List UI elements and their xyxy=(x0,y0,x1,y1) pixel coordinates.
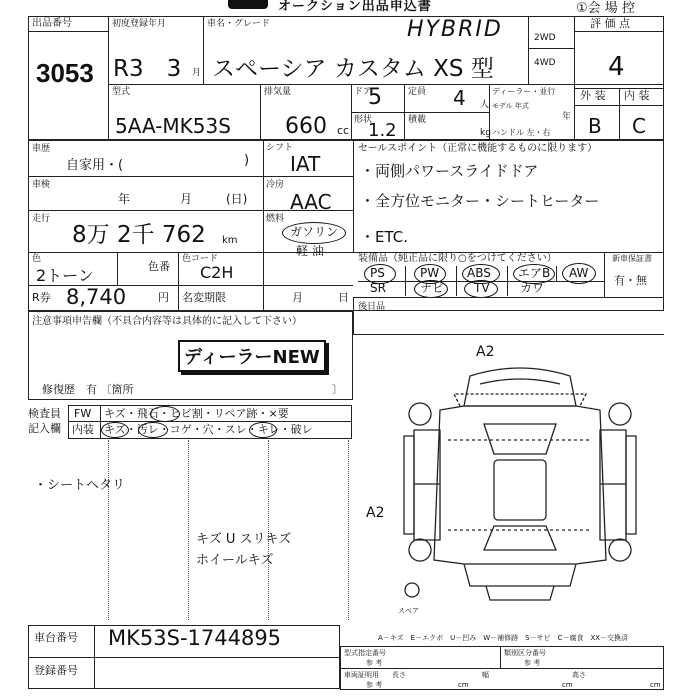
height-unit: cm xyxy=(650,681,661,689)
width-label: 幅 xyxy=(482,671,489,679)
equip-sr: SR xyxy=(370,281,386,295)
model-spec-ref: 参 考 xyxy=(366,659,383,667)
width-unit: cm xyxy=(562,681,573,689)
equipment-label: 装備品（純正品に限り○をつけてください） xyxy=(358,253,557,264)
equip-airbag-circle xyxy=(513,264,555,284)
equip-tv-circle xyxy=(464,280,498,298)
class-ref: 参 考 xyxy=(524,659,541,667)
name-change-label: 名変期限 xyxy=(182,291,226,304)
ac-label: 冷房 xyxy=(266,180,285,190)
load-label: 積載 xyxy=(408,115,427,125)
inspector-note-1: ・シートヘタリ xyxy=(34,478,126,493)
damage-legend: A－キズ E－エクボ U－凹み W－補修跡 S－サビ C－腐食 XX－交換済 xyxy=(378,634,629,642)
score-label: 評 価 点 xyxy=(590,17,630,30)
warranty-label: 新車保証書 xyxy=(612,254,652,263)
load-unit: kg xyxy=(480,128,491,138)
spare-label: スペア xyxy=(398,607,419,615)
first-reg-value: R3 3 xyxy=(113,56,182,82)
inspector-label-2: 記入欄 xyxy=(28,422,61,435)
equip-navi-circle xyxy=(414,280,448,298)
class-label: 類別区分番号 xyxy=(504,649,546,657)
model-value: 5AA-MK53S xyxy=(115,114,231,138)
inspection-month: 月 xyxy=(180,192,193,206)
exterior-value: B xyxy=(588,114,602,138)
shape-value: 1.2 xyxy=(368,120,397,141)
dealer-label: ディーラー・並行 xyxy=(492,87,556,96)
model-year-label: モデル 年式 xyxy=(492,102,529,110)
score-value: 4 xyxy=(608,52,625,82)
car-name-label: 車名・グレード xyxy=(207,19,271,29)
repair-label: 修復歴 有 〔箇所 xyxy=(42,383,134,396)
equip-ps: PS xyxy=(370,266,385,280)
lot-number: 3053 xyxy=(36,58,94,88)
fw-label: FW xyxy=(74,407,92,420)
equip-navi: ナビ xyxy=(420,281,445,295)
drive-4wd: 4WD xyxy=(534,58,556,68)
usage-close: ) xyxy=(244,153,250,168)
sales-point-2: ・全方位モニター・シートヒーター xyxy=(360,192,600,210)
inspection-day: (日) xyxy=(226,192,248,206)
equip-tv: TV xyxy=(474,281,490,295)
recycle-label: R券 xyxy=(32,291,51,304)
length-unit: cm xyxy=(458,681,469,689)
first-reg-label: 初度登録年月 xyxy=(112,19,167,29)
displacement-label: 排気量 xyxy=(264,87,292,97)
equip-aw: AW xyxy=(569,266,589,280)
color-code-value: C2H xyxy=(200,263,234,282)
handle-label: ハンドル 左・右 xyxy=(492,128,551,137)
chassis-value: MK53S-1744895 xyxy=(108,626,282,650)
equip-leather: カワ xyxy=(520,281,545,295)
reg-label: 登録番号 xyxy=(34,664,78,677)
sales-point-3: ・ETC. xyxy=(360,228,409,246)
inspection-year: 年 xyxy=(118,192,131,206)
color-value: 2トーン xyxy=(36,266,94,285)
interior-label: 内 装 xyxy=(624,89,650,102)
interior-items-label: 内装 xyxy=(72,423,94,436)
cert-label: 車両証明用 xyxy=(344,671,379,679)
inspector-note-2: キズ U スリキズ xyxy=(196,532,292,547)
chassis-label: 車台番号 xyxy=(34,631,78,644)
later-docs-label: 後日品 xyxy=(358,302,386,312)
fuel-label: 燃料 xyxy=(266,214,285,224)
capacity-unit: 人 xyxy=(480,100,490,110)
car-name-value: スペーシア カスタム XS 型 xyxy=(212,56,494,82)
doors-label: ドア xyxy=(354,87,372,97)
mileage-label: 走行 xyxy=(32,214,51,224)
inspector-note-3: ホイールキズ xyxy=(196,553,274,568)
drive-2wd: 2WD xyxy=(534,33,556,43)
lot-label: 出品番号 xyxy=(32,18,72,29)
notes-title: 注意事項申告欄（不具合内容等は具体的に記入して下さい） xyxy=(32,316,302,327)
shift-label: シフト xyxy=(266,143,294,153)
color-label: 色 xyxy=(32,254,42,264)
cert-ref: 参 考 xyxy=(366,681,383,689)
repair-close: 〕 xyxy=(332,383,343,396)
mileage-unit: km xyxy=(222,235,238,246)
fuel-gas: ガソリン xyxy=(290,225,339,239)
shape-label: 形状 xyxy=(354,115,373,125)
shift-value: IAT xyxy=(290,152,321,176)
equip-airbag: エアB xyxy=(518,266,551,280)
sales-point-1: ・両側パワースライドドア xyxy=(360,162,539,180)
inspector-label-1: 検査員 xyxy=(28,407,61,420)
fw-items: キズ・飛石・ヒビ割・リペア跡・×要 xyxy=(104,407,289,420)
color-no-label: 色番 xyxy=(148,260,170,273)
capacity-value: 4 xyxy=(453,86,466,110)
equip-ps-circle xyxy=(364,264,396,284)
color-code-label: 色コード xyxy=(182,254,219,264)
length-label: 長さ xyxy=(392,671,406,679)
interior-value: C xyxy=(632,114,646,138)
venue-label: ①会 場 控 xyxy=(576,1,635,16)
int-stain-circle xyxy=(138,422,168,438)
car-diagram xyxy=(400,350,640,610)
header-logo xyxy=(228,0,268,9)
dealer-new-stamp: ディーラーNEW xyxy=(178,340,326,372)
name-change-day: 日 xyxy=(338,291,349,304)
usage-value: 自家用・( xyxy=(66,158,124,173)
equip-pw: PW xyxy=(420,266,440,280)
doors-value: 5 xyxy=(368,85,382,110)
displacement-value: 660 xyxy=(285,114,327,139)
fw-stone-circle xyxy=(150,406,180,422)
recycle-value: 8,740 xyxy=(66,285,127,309)
recycle-unit: 円 xyxy=(158,291,169,304)
int-scratch-circle xyxy=(101,422,129,438)
first-reg-month-unit: 月 xyxy=(192,68,202,78)
displacement-unit: cc xyxy=(337,124,350,137)
model-year-unit: 年 xyxy=(562,112,572,122)
int-wear-circle xyxy=(249,422,277,438)
equip-aw-circle xyxy=(562,263,596,284)
diagram-mark-side: A2 xyxy=(366,505,385,521)
warranty-value: 有・無 xyxy=(614,274,647,287)
usage-label: 車歴 xyxy=(32,144,51,154)
exterior-label: 外 装 xyxy=(580,89,606,102)
model-spec-label: 型式指定番号 xyxy=(344,649,386,657)
sales-label: セールスポイント（正常に機能するものに限ります） xyxy=(358,143,598,154)
ac-value: AAC xyxy=(290,190,332,214)
inspection-label: 車検 xyxy=(32,180,51,190)
model-label: 型式 xyxy=(112,87,131,97)
height-label: 高さ xyxy=(572,671,586,679)
name-change-month: 月 xyxy=(292,291,303,304)
interior-items: キズ・汚レ・コゲ・穴・スレ・キレ・破レ xyxy=(104,423,313,436)
capacity-label: 定員 xyxy=(408,87,427,97)
diagram-mark-top: A2 xyxy=(476,344,495,360)
equip-abs: ABS xyxy=(467,266,491,280)
mileage-value: 8万 2千 762 xyxy=(72,222,206,248)
header-title: オークション出品申込書 xyxy=(278,0,432,14)
hybrid-text: HYBRID xyxy=(407,17,503,42)
fuel-diesel: 軽 油 xyxy=(296,244,324,258)
